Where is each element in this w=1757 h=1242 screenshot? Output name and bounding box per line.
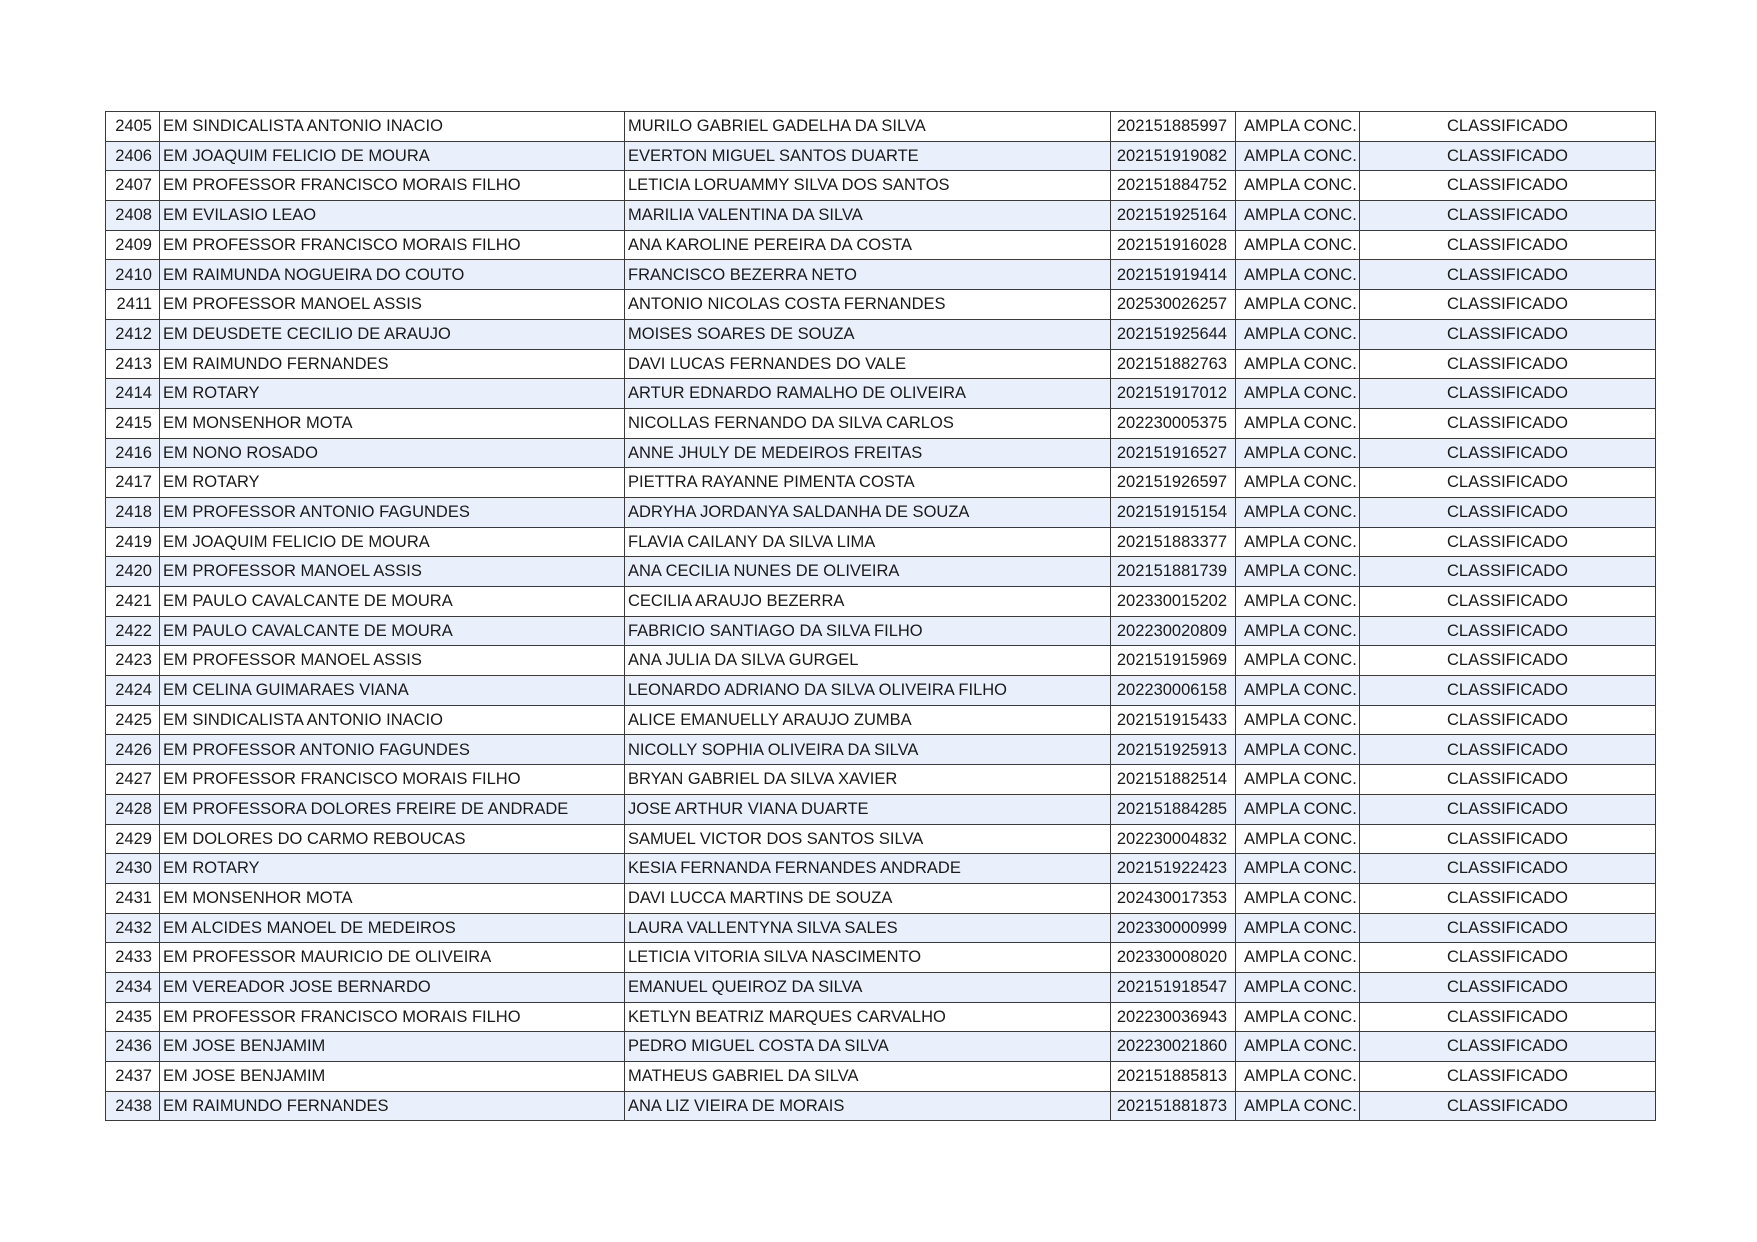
school-name-cell: EM RAIMUNDO FERNANDES [160, 349, 625, 379]
row-number-cell: 2411 [106, 290, 160, 320]
table-row [106, 141, 1656, 171]
status-cell: CLASSIFICADO [1360, 349, 1656, 379]
table-row [106, 1032, 1656, 1062]
school-name-cell: EM ROTARY [160, 854, 625, 884]
school-name-cell: EM JOSE BENJAMIM [160, 1062, 625, 1092]
student-name-cell: MARILIA VALENTINA DA SILVA [625, 201, 1111, 231]
registration-id-cell: 202151883377 [1111, 527, 1236, 557]
quota-category-cell: AMPLA CONC. [1236, 201, 1360, 231]
student-name-cell: JOSE ARTHUR VIANA DUARTE [625, 794, 1111, 824]
registration-id-cell: 202151881739 [1111, 557, 1236, 587]
registration-id-cell: 202151885997 [1111, 112, 1236, 142]
quota-category-cell: AMPLA CONC. [1236, 408, 1360, 438]
quota-category-cell: AMPLA CONC. [1236, 557, 1360, 587]
student-name-cell: NICOLLY SOPHIA OLIVEIRA DA SILVA [625, 735, 1111, 765]
table-row [106, 349, 1656, 379]
row-number-cell: 2418 [106, 497, 160, 527]
row-number-cell: 2430 [106, 854, 160, 884]
quota-category-cell: AMPLA CONC. [1236, 883, 1360, 913]
row-number-cell: 2437 [106, 1062, 160, 1092]
registration-id-cell: 202151882763 [1111, 349, 1236, 379]
school-name-cell: EM PROFESSOR MANOEL ASSIS [160, 557, 625, 587]
quota-category-cell: AMPLA CONC. [1236, 468, 1360, 498]
row-number-cell: 2407 [106, 171, 160, 201]
student-name-cell: LETICIA LORUAMMY SILVA DOS SANTOS [625, 171, 1111, 201]
table-row [106, 557, 1656, 587]
student-name-cell: ALICE EMANUELLY ARAUJO ZUMBA [625, 705, 1111, 735]
school-name-cell: EM PROFESSOR FRANCISCO MORAIS FILHO [160, 765, 625, 795]
status-cell: CLASSIFICADO [1360, 883, 1656, 913]
school-name-cell: EM CELINA GUIMARAES VIANA [160, 676, 625, 706]
student-name-cell: ARTUR EDNARDO RAMALHO DE OLIVEIRA [625, 379, 1111, 409]
registration-id-cell: 202230036943 [1111, 1002, 1236, 1032]
school-name-cell: EM DEUSDETE CECILIO DE ARAUJO [160, 319, 625, 349]
status-cell: CLASSIFICADO [1360, 943, 1656, 973]
school-name-cell: EM PAULO CAVALCANTE DE MOURA [160, 587, 625, 617]
registration-id-cell: 202230021860 [1111, 1032, 1236, 1062]
quota-category-cell: AMPLA CONC. [1236, 230, 1360, 260]
quota-category-cell: AMPLA CONC. [1236, 349, 1360, 379]
registration-id-cell: 202330008020 [1111, 943, 1236, 973]
school-name-cell: EM ALCIDES MANOEL DE MEDEIROS [160, 913, 625, 943]
student-name-cell: LAURA VALLENTYNA SILVA SALES [625, 913, 1111, 943]
table-row [106, 616, 1656, 646]
status-cell: CLASSIFICADO [1360, 587, 1656, 617]
registration-id-cell: 202151885813 [1111, 1062, 1236, 1092]
school-name-cell: EM MONSENHOR MOTA [160, 883, 625, 913]
table-row [106, 824, 1656, 854]
table-row [106, 705, 1656, 735]
status-cell: CLASSIFICADO [1360, 824, 1656, 854]
table-row [106, 112, 1656, 142]
school-name-cell: EM ROTARY [160, 379, 625, 409]
registration-id-cell: 202151882514 [1111, 765, 1236, 795]
table-row [106, 290, 1656, 320]
student-name-cell: CECILIA ARAUJO BEZERRA [625, 587, 1111, 617]
school-name-cell: EM PROFESSORA DOLORES FREIRE DE ANDRADE [160, 794, 625, 824]
status-cell: CLASSIFICADO [1360, 527, 1656, 557]
quota-category-cell: AMPLA CONC. [1236, 616, 1360, 646]
table-row [106, 943, 1656, 973]
table-row [106, 171, 1656, 201]
row-number-cell: 2426 [106, 735, 160, 765]
row-number-cell: 2408 [106, 201, 160, 231]
quota-category-cell: AMPLA CONC. [1236, 765, 1360, 795]
quota-category-cell: AMPLA CONC. [1236, 913, 1360, 943]
student-name-cell: PIETTRA RAYANNE PIMENTA COSTA [625, 468, 1111, 498]
row-number-cell: 2410 [106, 260, 160, 290]
row-number-cell: 2409 [106, 230, 160, 260]
results-table [105, 111, 1656, 1121]
row-number-cell: 2431 [106, 883, 160, 913]
registration-id-cell: 202151925644 [1111, 319, 1236, 349]
row-number-cell: 2414 [106, 379, 160, 409]
student-name-cell: FABRICIO SANTIAGO DA SILVA FILHO [625, 616, 1111, 646]
row-number-cell: 2434 [106, 972, 160, 1002]
table-row [106, 972, 1656, 1002]
school-name-cell: EM JOAQUIM FELICIO DE MOURA [160, 527, 625, 557]
registration-id-cell: 202151916028 [1111, 230, 1236, 260]
quota-category-cell: AMPLA CONC. [1236, 438, 1360, 468]
quota-category-cell: AMPLA CONC. [1236, 646, 1360, 676]
quota-category-cell: AMPLA CONC. [1236, 497, 1360, 527]
row-number-cell: 2412 [106, 319, 160, 349]
status-cell: CLASSIFICADO [1360, 557, 1656, 587]
school-name-cell: EM PROFESSOR MANOEL ASSIS [160, 646, 625, 676]
registration-id-cell: 202151926597 [1111, 468, 1236, 498]
registration-id-cell: 202530026257 [1111, 290, 1236, 320]
quota-category-cell: AMPLA CONC. [1236, 290, 1360, 320]
table-row [106, 587, 1656, 617]
table-row [106, 765, 1656, 795]
table-row [106, 1062, 1656, 1092]
quota-category-cell: AMPLA CONC. [1236, 794, 1360, 824]
table-row [106, 408, 1656, 438]
registration-id-cell: 202151916527 [1111, 438, 1236, 468]
table-row [106, 735, 1656, 765]
status-cell: CLASSIFICADO [1360, 260, 1656, 290]
school-name-cell: EM PAULO CAVALCANTE DE MOURA [160, 616, 625, 646]
school-name-cell: EM PROFESSOR ANTONIO FAGUNDES [160, 497, 625, 527]
status-cell: CLASSIFICADO [1360, 972, 1656, 1002]
student-name-cell: NICOLLAS FERNANDO DA SILVA CARLOS [625, 408, 1111, 438]
status-cell: CLASSIFICADO [1360, 497, 1656, 527]
table-row [106, 379, 1656, 409]
registration-id-cell: 202430017353 [1111, 883, 1236, 913]
quota-category-cell: AMPLA CONC. [1236, 319, 1360, 349]
row-number-cell: 2406 [106, 141, 160, 171]
table-row [106, 201, 1656, 231]
row-number-cell: 2429 [106, 824, 160, 854]
row-number-cell: 2425 [106, 705, 160, 735]
student-name-cell: LETICIA VITORIA SILVA NASCIMENTO [625, 943, 1111, 973]
student-name-cell: MURILO GABRIEL GADELHA DA SILVA [625, 112, 1111, 142]
student-name-cell: ANA JULIA DA SILVA GURGEL [625, 646, 1111, 676]
row-number-cell: 2413 [106, 349, 160, 379]
row-number-cell: 2423 [106, 646, 160, 676]
table-row [106, 468, 1656, 498]
registration-id-cell: 202330000999 [1111, 913, 1236, 943]
registration-id-cell: 202151915433 [1111, 705, 1236, 735]
row-number-cell: 2415 [106, 408, 160, 438]
student-name-cell: ANA LIZ VIEIRA DE MORAIS [625, 1091, 1111, 1121]
student-name-cell: ANA CECILIA NUNES DE OLIVEIRA [625, 557, 1111, 587]
school-name-cell: EM PROFESSOR FRANCISCO MORAIS FILHO [160, 230, 625, 260]
student-name-cell: MATHEUS GABRIEL DA SILVA [625, 1062, 1111, 1092]
school-name-cell: EM PROFESSOR MAURICIO DE OLIVEIRA [160, 943, 625, 973]
table-row [106, 913, 1656, 943]
quota-category-cell: AMPLA CONC. [1236, 1002, 1360, 1032]
registration-id-cell: 202151915154 [1111, 497, 1236, 527]
table-row [106, 1002, 1656, 1032]
quota-category-cell: AMPLA CONC. [1236, 1091, 1360, 1121]
status-cell: CLASSIFICADO [1360, 171, 1656, 201]
row-number-cell: 2416 [106, 438, 160, 468]
table-row [106, 438, 1656, 468]
student-name-cell: KESIA FERNANDA FERNANDES ANDRADE [625, 854, 1111, 884]
table-row [106, 497, 1656, 527]
quota-category-cell: AMPLA CONC. [1236, 1062, 1360, 1092]
row-number-cell: 2436 [106, 1032, 160, 1062]
school-name-cell: EM PROFESSOR ANTONIO FAGUNDES [160, 735, 625, 765]
status-cell: CLASSIFICADO [1360, 854, 1656, 884]
status-cell: CLASSIFICADO [1360, 794, 1656, 824]
student-name-cell: LEONARDO ADRIANO DA SILVA OLIVEIRA FILHO [625, 676, 1111, 706]
school-name-cell: EM JOAQUIM FELICIO DE MOURA [160, 141, 625, 171]
registration-id-cell: 202230006158 [1111, 676, 1236, 706]
status-cell: CLASSIFICADO [1360, 112, 1656, 142]
registration-id-cell: 202151884752 [1111, 171, 1236, 201]
status-cell: CLASSIFICADO [1360, 438, 1656, 468]
quota-category-cell: AMPLA CONC. [1236, 141, 1360, 171]
status-cell: CLASSIFICADO [1360, 290, 1656, 320]
registration-id-cell: 202151922423 [1111, 854, 1236, 884]
school-name-cell: EM PROFESSOR FRANCISCO MORAIS FILHO [160, 171, 625, 201]
registration-id-cell: 202151881873 [1111, 1091, 1236, 1121]
school-name-cell: EM PROFESSOR FRANCISCO MORAIS FILHO [160, 1002, 625, 1032]
school-name-cell: EM VEREADOR JOSE BERNARDO [160, 972, 625, 1002]
row-number-cell: 2417 [106, 468, 160, 498]
school-name-cell: EM RAIMUNDO FERNANDES [160, 1091, 625, 1121]
quota-category-cell: AMPLA CONC. [1236, 379, 1360, 409]
registration-id-cell: 202230004832 [1111, 824, 1236, 854]
table-row [106, 260, 1656, 290]
student-name-cell: FRANCISCO BEZERRA NETO [625, 260, 1111, 290]
quota-category-cell: AMPLA CONC. [1236, 972, 1360, 1002]
school-name-cell: EM JOSE BENJAMIM [160, 1032, 625, 1062]
quota-category-cell: AMPLA CONC. [1236, 171, 1360, 201]
registration-id-cell: 202151925164 [1111, 201, 1236, 231]
registration-id-cell: 202151919082 [1111, 141, 1236, 171]
quota-category-cell: AMPLA CONC. [1236, 527, 1360, 557]
student-name-cell: ANNE JHULY DE MEDEIROS FREITAS [625, 438, 1111, 468]
quota-category-cell: AMPLA CONC. [1236, 943, 1360, 973]
row-number-cell: 2405 [106, 112, 160, 142]
row-number-cell: 2438 [106, 1091, 160, 1121]
registration-id-cell: 202151925913 [1111, 735, 1236, 765]
school-name-cell: EM MONSENHOR MOTA [160, 408, 625, 438]
quota-category-cell: AMPLA CONC. [1236, 260, 1360, 290]
status-cell: CLASSIFICADO [1360, 705, 1656, 735]
registration-id-cell: 202151915969 [1111, 646, 1236, 676]
status-cell: CLASSIFICADO [1360, 319, 1656, 349]
status-cell: CLASSIFICADO [1360, 616, 1656, 646]
school-name-cell: EM EVILASIO LEAO [160, 201, 625, 231]
quota-category-cell: AMPLA CONC. [1236, 735, 1360, 765]
status-cell: CLASSIFICADO [1360, 1062, 1656, 1092]
student-name-cell: EMANUEL QUEIROZ DA SILVA [625, 972, 1111, 1002]
student-name-cell: SAMUEL VICTOR DOS SANTOS SILVA [625, 824, 1111, 854]
registration-id-cell: 202151918547 [1111, 972, 1236, 1002]
quota-category-cell: AMPLA CONC. [1236, 1032, 1360, 1062]
student-name-cell: ANA KAROLINE PEREIRA DA COSTA [625, 230, 1111, 260]
quota-category-cell: AMPLA CONC. [1236, 587, 1360, 617]
table-row [106, 794, 1656, 824]
registration-id-cell: 202230020809 [1111, 616, 1236, 646]
row-number-cell: 2435 [106, 1002, 160, 1032]
row-number-cell: 2432 [106, 913, 160, 943]
table-row [106, 230, 1656, 260]
status-cell: CLASSIFICADO [1360, 913, 1656, 943]
student-name-cell: BRYAN GABRIEL DA SILVA XAVIER [625, 765, 1111, 795]
student-name-cell: DAVI LUCCA MARTINS DE SOUZA [625, 883, 1111, 913]
school-name-cell: EM NONO ROSADO [160, 438, 625, 468]
status-cell: CLASSIFICADO [1360, 141, 1656, 171]
table-row [106, 854, 1656, 884]
school-name-cell: EM SINDICALISTA ANTONIO INACIO [160, 112, 625, 142]
quota-category-cell: AMPLA CONC. [1236, 112, 1360, 142]
row-number-cell: 2422 [106, 616, 160, 646]
quota-category-cell: AMPLA CONC. [1236, 854, 1360, 884]
status-cell: CLASSIFICADO [1360, 1091, 1656, 1121]
row-number-cell: 2427 [106, 765, 160, 795]
status-cell: CLASSIFICADO [1360, 230, 1656, 260]
status-cell: CLASSIFICADO [1360, 468, 1656, 498]
row-number-cell: 2428 [106, 794, 160, 824]
status-cell: CLASSIFICADO [1360, 735, 1656, 765]
status-cell: CLASSIFICADO [1360, 676, 1656, 706]
student-name-cell: FLAVIA CAILANY DA SILVA LIMA [625, 527, 1111, 557]
table-row [106, 319, 1656, 349]
status-cell: CLASSIFICADO [1360, 765, 1656, 795]
registration-id-cell: 202151884285 [1111, 794, 1236, 824]
table-row [106, 883, 1656, 913]
status-cell: CLASSIFICADO [1360, 1032, 1656, 1062]
student-name-cell: ANTONIO NICOLAS COSTA FERNANDES [625, 290, 1111, 320]
row-number-cell: 2433 [106, 943, 160, 973]
row-number-cell: 2420 [106, 557, 160, 587]
status-cell: CLASSIFICADO [1360, 1002, 1656, 1032]
status-cell: CLASSIFICADO [1360, 379, 1656, 409]
student-name-cell: DAVI LUCAS FERNANDES DO VALE [625, 349, 1111, 379]
table-row [106, 1091, 1656, 1121]
student-name-cell: PEDRO MIGUEL COSTA DA SILVA [625, 1032, 1111, 1062]
school-name-cell: EM RAIMUNDA NOGUEIRA DO COUTO [160, 260, 625, 290]
quota-category-cell: AMPLA CONC. [1236, 824, 1360, 854]
school-name-cell: EM SINDICALISTA ANTONIO INACIO [160, 705, 625, 735]
table-row [106, 676, 1656, 706]
quota-category-cell: AMPLA CONC. [1236, 705, 1360, 735]
status-cell: CLASSIFICADO [1360, 646, 1656, 676]
results-table-body [106, 112, 1656, 1121]
student-name-cell: MOISES SOARES DE SOUZA [625, 319, 1111, 349]
table-row [106, 527, 1656, 557]
registration-id-cell: 202330015202 [1111, 587, 1236, 617]
registration-id-cell: 202230005375 [1111, 408, 1236, 438]
status-cell: CLASSIFICADO [1360, 408, 1656, 438]
quota-category-cell: AMPLA CONC. [1236, 676, 1360, 706]
row-number-cell: 2419 [106, 527, 160, 557]
table-row [106, 646, 1656, 676]
registration-id-cell: 202151917012 [1111, 379, 1236, 409]
row-number-cell: 2421 [106, 587, 160, 617]
registration-id-cell: 202151919414 [1111, 260, 1236, 290]
school-name-cell: EM DOLORES DO CARMO REBOUCAS [160, 824, 625, 854]
school-name-cell: EM PROFESSOR MANOEL ASSIS [160, 290, 625, 320]
student-name-cell: ADRYHA JORDANYA SALDANHA DE SOUZA [625, 497, 1111, 527]
student-name-cell: KETLYN BEATRIZ MARQUES CARVALHO [625, 1002, 1111, 1032]
row-number-cell: 2424 [106, 676, 160, 706]
school-name-cell: EM ROTARY [160, 468, 625, 498]
student-name-cell: EVERTON MIGUEL SANTOS DUARTE [625, 141, 1111, 171]
status-cell: CLASSIFICADO [1360, 201, 1656, 231]
